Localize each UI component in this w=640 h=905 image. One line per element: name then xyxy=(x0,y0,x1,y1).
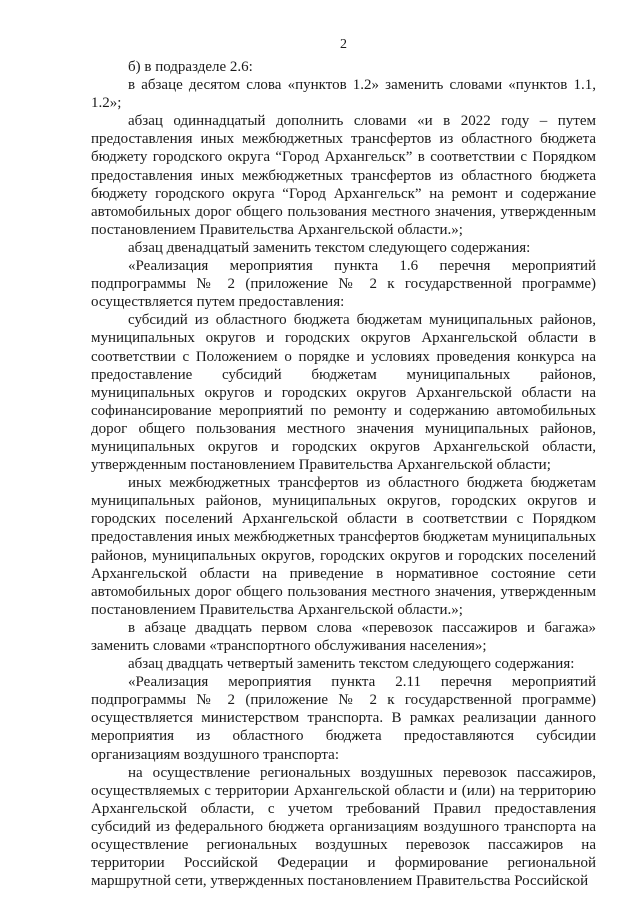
paragraph-air-transport: на осуществление региональных воздушных перевозок пассажиров, осуществляемых с территории Архангельской области и (или) на территорию Архангельской области, с учетом требований Правил предоставления субсидий из федерального бюджета организациям воздушного транспорта на осуществление региональных воздушных перевозок пассажиров на территории Российской Федерации и формирование региональной маршрутной сети, утвержденных постановлением Правительства Российской xyxy=(91,764,596,890)
document-body xyxy=(91,58,596,890)
paragraph-quote-measure-1-6: «Реализация мероприятия пункта 1.6 перечня мероприятий подпрограммы № 2 (приложение № 2 к государственной программе) осуществляется путем предоставления: xyxy=(91,258,596,311)
paragraph-amendment-11: абзац одиннадцатый дополнить словами «и в 2022 году – путем предоставления иных межбюджетных трансфертов из областного бюджета бюджету городского округа “Город Архангельск” в соответствии с Порядком предоставления иных межбюджетных трансфертов из областного бюджета бюджету городского округа “Город Архангельск” на ремонт и содержание автомобильных дорог общего пользования местного значения, утвержденным постановлением Правительства Архангельской области.»; xyxy=(91,113,596,238)
paragraph-amendment-12: абзац двенадцатый заменить текстом следующего содержания: xyxy=(128,239,531,256)
paragraph-amendment-21: в абзаце двадцать первом слова «перевозок пассажиров и багажа» заменить словами «транспортного обслуживания населения»; xyxy=(91,619,596,654)
paragraph-subsection-heading: б) в подразделе 2.6: xyxy=(128,59,253,75)
paragraph-transfers: иных межбюджетных трансфертов из областного бюджета бюджетам муниципальных районов, муниципальных округов, городских округов и городских поселений Архангельской области в соответствии с Порядком предоставления иных межбюджетных трансфертов бюджетам муниципальных районов, муниципальных округов, городских округов и городских поселений Архангельской области на приведение в нормативное состояние сети автомобильных дорог общего пользования местного значения, утвержденным постановлением Правительства Архангельской области.»; xyxy=(91,475,596,618)
paragraph-amendment-10: в абзаце десятом слова «пунктов 1.2» заменить словами «пунктов 1.1, 1.2»; xyxy=(91,77,596,112)
paragraph-quote-measure-2-11: «Реализация мероприятия пункта 2.11 перечня мероприятий подпрограммы № 2 (приложение № 2 к государственной программе) осуществляется министерством транспорта. В рамках реализации данного мероприятия из областного бюджета предоставляются субсидии организациям воздушного транспорта: xyxy=(91,674,596,763)
paragraph-amendment-24: абзац двадцать четвертый заменить текстом следующего содержания: xyxy=(128,656,575,673)
document-page xyxy=(91,0,596,905)
paragraph-subsidies: субсидий из областного бюджета бюджетам муниципальных районов, муниципальных округов и городских округов Архангельской области в соответствии с Положением о порядке и условиях проведения конкурса на предоставление субсидий бюджетам муниципальных районов, муниципальных округов и городских округов Архангельской области на софинансирование мероприятий по ремонту и содержанию автомобильных дорог общего пользования местного значения муниципальных районов, муниципальных округов и городских округов Архангельской области, утвержденным постановлением Правительства Архангельской области; xyxy=(91,312,596,474)
page-number: 2 xyxy=(340,37,347,52)
